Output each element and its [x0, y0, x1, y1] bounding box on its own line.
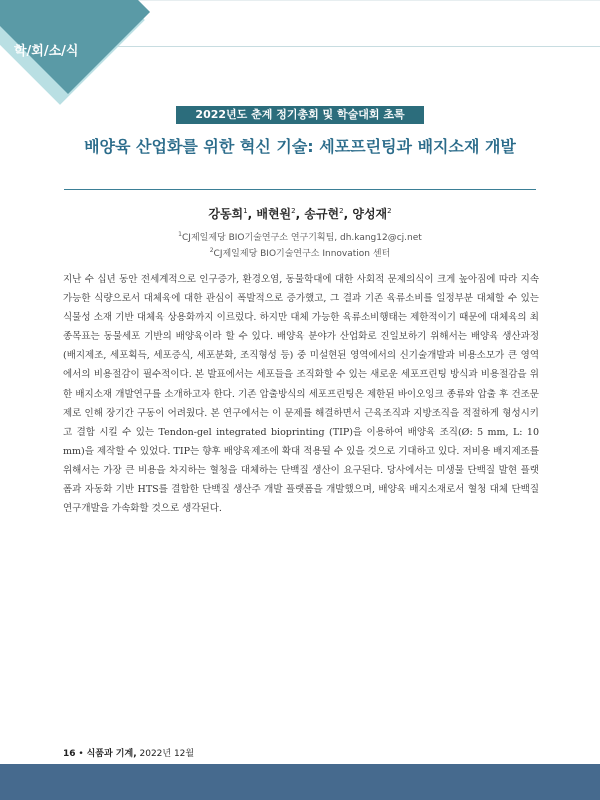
page-footer — [63, 746, 194, 759]
affiliation — [0, 246, 600, 259]
header-line — [118, 46, 600, 47]
affiliation-text: CJ제일제당 BIO기술연구소 Innovation 센터 — [213, 249, 391, 259]
author-name: 송규현 — [304, 207, 340, 221]
journal-name: 식품과 기계, — [86, 749, 137, 759]
footer-separator: • — [78, 749, 84, 759]
footer-bar — [0, 764, 600, 800]
abstract-body: 지난 수 십년 동안 전세계적으로 인구증가, 환경오염, 동물학대에 대한 사회적 문제의식이 크게 높아짐에 따라 지속가능한 식량으로서 대체육에 대한 관심이 폭발적으로 증가했고, 그 결과 기존 육류소비를 일정부분 대체할 수 있는 식물성 소재 기반 대체육 상용화까지 이르렀다. 하지만 대체 가능한 육류소비행태는 제한적이기 때문에 대체육의 최종목표는 동물세포 기반의 배양육이라 할 수 있다. 배양육 분야가 산업화로 진일보하기 위해서는 배양육 생산과정(배지제조, 세포획득, 세포증식, 세포분화, 조직형성 등) 중 미설현된 영역에서의 신기술개발과 비용소모가 큰 영역에서의 비용절감이 필수적이다. 본 발표에서는 세포들을 조직화할 수 있는 새로운 세포프린팅 방식과 비용절감을 위한 배지소재 개발연구를 소개하고자 한다. 기존 압출방식의 세포프린팅은 제한된 바이오잉크 종류와 압출 후 건조문제로 인해 장기간 구동이 어려웠다. 본 연구에서는 이 문제를 해결하면서 근육조직과 지방조직을 적절하게 형성시키고 결합 시킬 수 있는 Tendon-gel integrated bioprinting (TIP)을 이용하여 배양육 조직(Ø: 5 mm, L: 10 mm)을 제작할 수 있었다. TIP는 향후 배양육제조에 확대 적용될 수 있을 것으로 기대하고 있다. 저비용 배지제조를 위해서는 가장 큰 비용을 차지하는 혈청을 대체하는 단백질 생산이 요구된다. 당사에서는 미생물 단백질 발현 플랫폼과 자동화 기반 HTS를 결합한 단백질 생산주 개발 플랫폼을 개발했으며, 배양육 배지소재로서 혈청 대체 단백질 연구개발을 가속화할 것으로 생각된다. — [63, 274, 539, 515]
section-label: 학/회/소/식 — [14, 44, 79, 59]
author-name: 양성재 — [352, 207, 388, 221]
conference-banner: 2022년도 춘계 정기총회 및 학술대회 초록 — [176, 106, 424, 124]
affiliation-text: CJ제일제당 BIO기술연구소 연구기획팀, dh.kang12@cj.net — [182, 233, 422, 243]
author-name: 배현원 — [256, 207, 292, 221]
affiliation-sup: 1 — [178, 231, 182, 238]
issue-date: 2022년 12월 — [139, 749, 195, 759]
author-name: 강동희 — [208, 207, 244, 221]
author-sup: 2 — [387, 207, 392, 215]
affiliation-sup: 2 — [209, 247, 214, 254]
author-sup: 2 — [291, 207, 296, 215]
affiliation — [0, 230, 600, 243]
article-title: 배양육 산업화를 위한 혁신 기술: 세포프린팅과 배지소재 개발 — [84, 137, 516, 156]
author-sup: 1 — [243, 207, 248, 215]
page-number: 16 — [63, 749, 76, 759]
author-list: 강동희$^1$, 배현원$^2$, 송규현$^2$, 양성재$^2$ — [208, 207, 392, 221]
title-divider — [64, 189, 536, 190]
author-sup: 2 — [339, 207, 344, 215]
